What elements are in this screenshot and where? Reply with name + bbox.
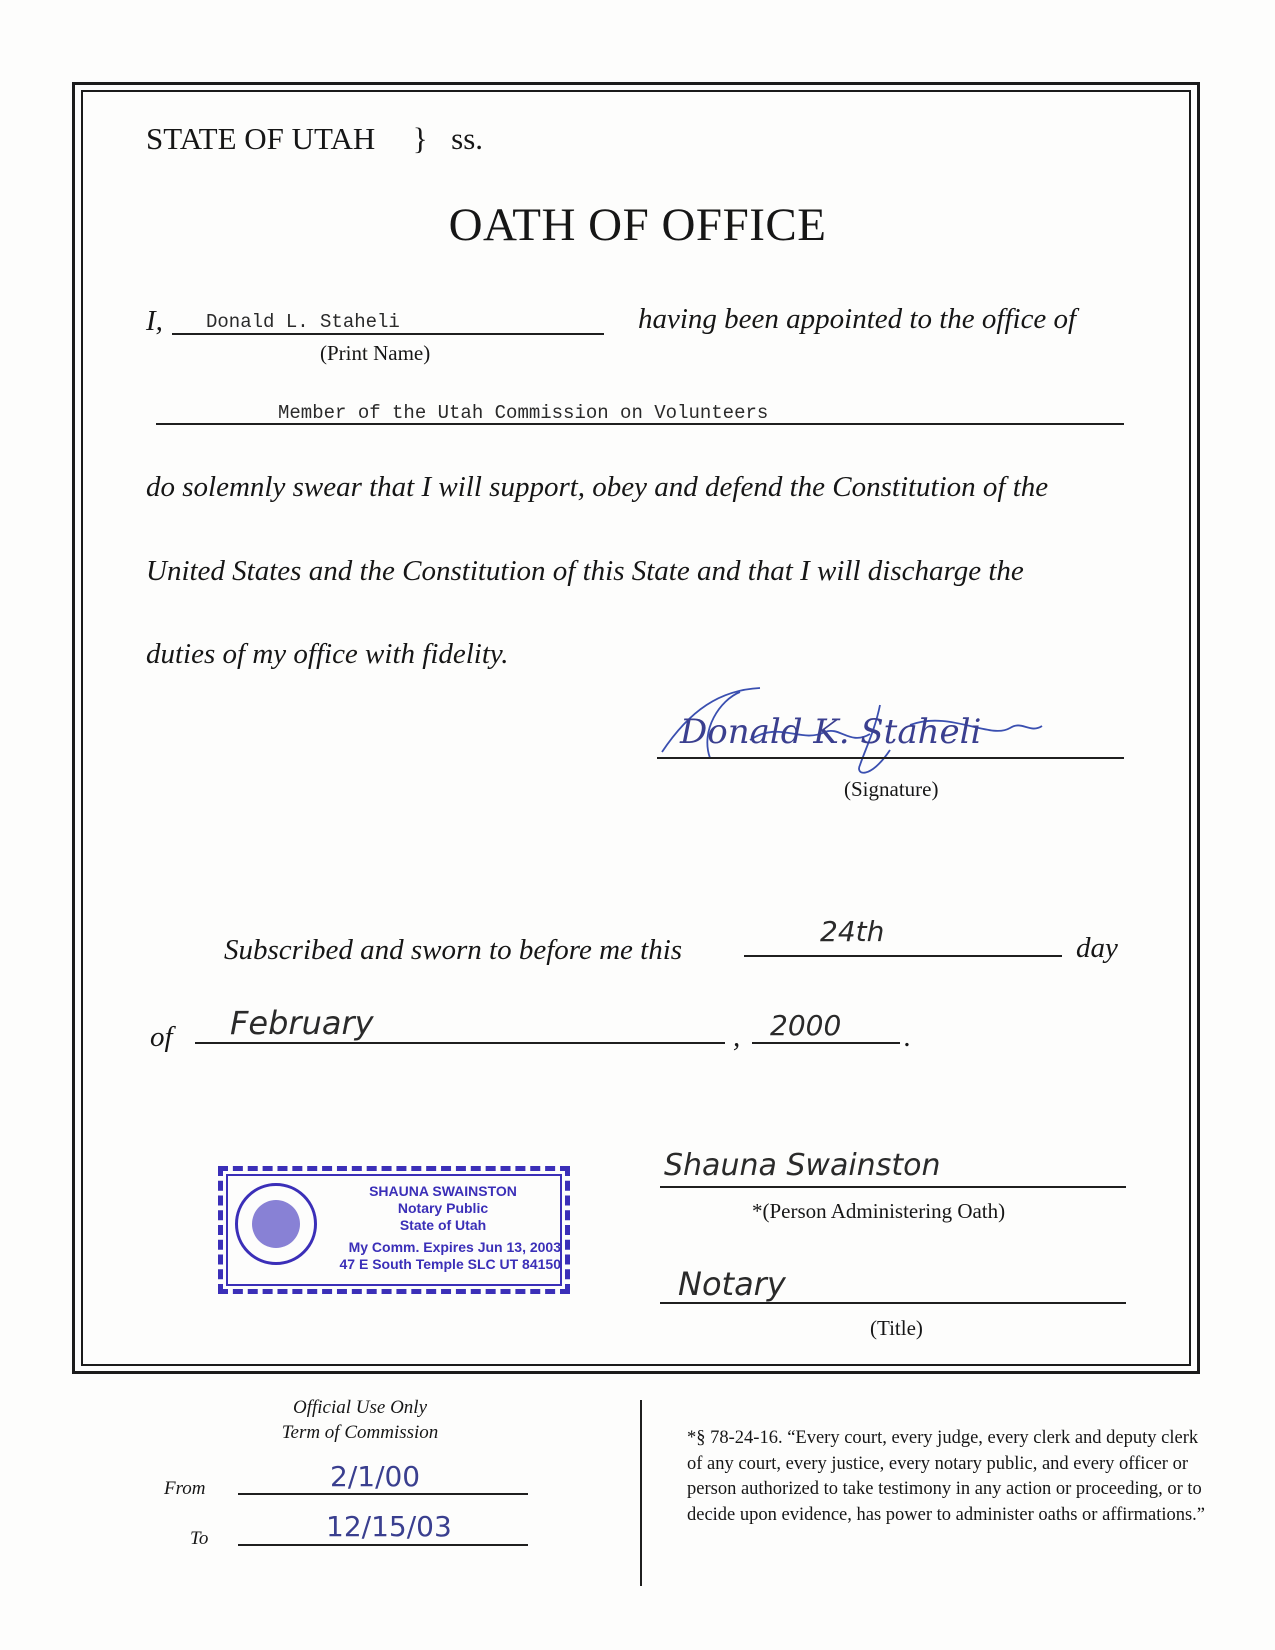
stamp-name: SHAUNA SWAINSTON	[369, 1183, 517, 1199]
month-handwritten: February	[230, 1004, 374, 1042]
office-title: Member of the Utah Commission on Volunteers	[278, 402, 769, 424]
period: .	[904, 1021, 912, 1053]
printed-name: Donald L. Staheli	[206, 311, 400, 333]
year-handwritten: 2000	[770, 1009, 842, 1042]
stamp-line2: Notary Public	[397, 1200, 489, 1216]
official-use-heading	[250, 1395, 470, 1445]
administrator-label: *(Person Administering Oath)	[752, 1199, 1006, 1223]
signature-label: (Signature)	[844, 777, 939, 801]
administrator-line	[660, 1186, 1126, 1188]
i-prefix: I,	[146, 305, 163, 337]
title-line	[660, 1302, 1126, 1304]
day-label: day	[1076, 932, 1118, 964]
from-line	[238, 1493, 528, 1495]
name-line	[172, 333, 604, 335]
day-line	[744, 955, 1062, 957]
official-use-heading-2: Term of Commission	[281, 1422, 439, 1443]
document-title: OATH OF OFFICE	[448, 199, 827, 251]
appointed-text: having been appointed to the office of	[638, 303, 1077, 335]
footnote-text: *§ 78-24-16. “Every court, every judge, every clerk and deputy clerk of any court, every justice, every notary public, and every officer or person authorized to take testimony in any action or proceeding, or to decide upon evidence, has power to administer oaths or affirmations.”	[687, 1428, 1206, 1525]
oath-body-line-2: United States and the Constitution of this State and that I will discharge the	[146, 555, 1024, 587]
ss-label: ss.	[451, 121, 484, 156]
signature-handwritten: Donald K. Staheli	[680, 712, 982, 752]
day-handwritten: 24th	[820, 915, 885, 948]
month-line	[195, 1042, 725, 1044]
title-label: (Title)	[870, 1316, 923, 1340]
title-handwritten: Notary	[678, 1265, 786, 1303]
notary-stamp	[218, 1166, 570, 1294]
to-line	[238, 1544, 528, 1546]
official-use-heading-1: Official Use Only	[292, 1397, 428, 1418]
stamp-address: 47 E South Temple SLC UT 84150	[339, 1256, 561, 1272]
sworn-text: Subscribed and sworn to before me this	[224, 934, 683, 966]
to-value: 12/15/03	[326, 1510, 452, 1543]
year-line	[752, 1042, 900, 1044]
administrator-signature-handwritten: Shauna Swainston	[664, 1148, 941, 1183]
from-value: 2/1/00	[330, 1460, 421, 1493]
footer-divider	[640, 1400, 642, 1586]
stamp-line3: State of Utah	[399, 1217, 487, 1233]
oath-body-line-3: duties of my office with fidelity.	[146, 638, 509, 670]
oath-body-line-1: do solemnly swear that I will support, obey and defend the Constitution of the	[146, 471, 1049, 503]
stamp-commission: My Comm. Expires Jun 13, 2003	[348, 1239, 561, 1255]
of-label: of	[150, 1021, 173, 1053]
print-name-label: (Print Name)	[320, 341, 431, 365]
state-name: STATE OF UTAH	[146, 121, 376, 156]
state-heading	[146, 121, 483, 157]
comma: ,	[733, 1021, 741, 1053]
signature-line	[657, 757, 1124, 759]
from-label: From	[164, 1478, 206, 1499]
to-label: To	[190, 1528, 209, 1549]
brace: }	[412, 121, 428, 156]
